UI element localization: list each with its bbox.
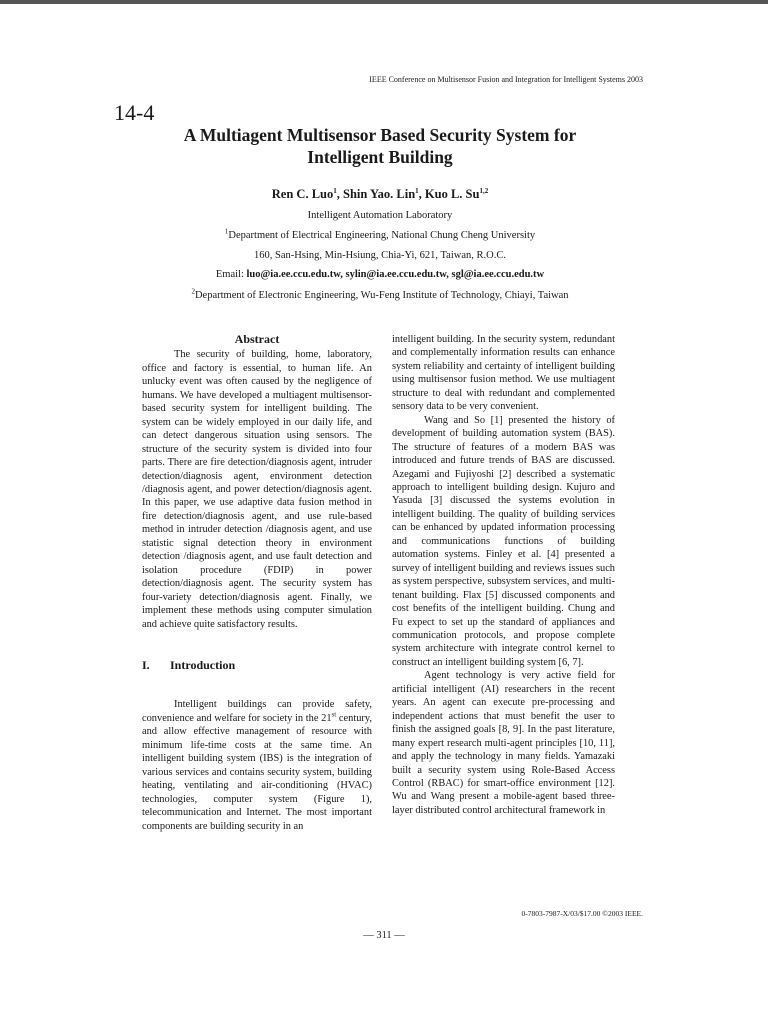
author-3-affiliation-mark: 1,2 xyxy=(479,186,489,195)
affiliation-lab: Intelligent Automation Laboratory xyxy=(307,210,453,221)
right-paragraph-3: Agent technology is very active field for artificial intelligent (AI) researchers in the recent years. An agent can execute pre-processing and independent actions that must benefit the user to finish the assigned goals [8, 9]. In the past literature, many expert research multi-agent principles [10, 11], and apply the technology in many fields. Yamazaki built a security system using Role-Based Access Control (RBAC) for smart-office environment [12]. Wu and Wang present a mobile-agent based three-layer distributed control architectural framework in xyxy=(392,670,615,816)
author-separator: , xyxy=(336,187,343,201)
intro-ordinal-suffix: st xyxy=(331,710,337,719)
section-title: Introduction xyxy=(170,657,236,672)
title-line-2: Intelligent Building xyxy=(307,147,453,167)
affiliation-1-mark: 1 xyxy=(224,227,229,236)
email-addresses: luo@ia.ee.ccu.edu.tw, sylin@ia.ee.ccu.edu.tw, sgl@ia.ee.ccu.edu.tw xyxy=(246,269,545,280)
intro-text-part-2: century, and allow effective management of resource with minimum life-time costs at the same time. An intelligent building system (IBS) is the integration of various services and contains security system, building heating, ventilating and air-conditioning (HVAC) technologies, computer system (Figure 1), telecommunication and Internet. The most important components are building security in an xyxy=(142,712,372,832)
affiliation-department-1 xyxy=(100,227,660,241)
left-column xyxy=(142,333,372,833)
conference-header: IEEE Conference on Multisensor Fusion and Integration for Intelligent Systems 2003 xyxy=(369,75,643,84)
author-1: Ren C. Luo xyxy=(271,187,334,201)
affiliation-email xyxy=(100,269,660,280)
author-2: Shin Yao. Lin xyxy=(343,187,416,201)
author-2-affiliation-mark: 1 xyxy=(415,186,419,195)
page-number: — 311 — xyxy=(363,930,405,941)
copyright-notice: 0-7803-7987-X/03/$17.00 ©2003 IEEE. xyxy=(521,909,643,918)
affiliation-1-text: Department of Electrical Engineering, National Chung Cheng University xyxy=(228,230,536,241)
author-list xyxy=(120,187,640,202)
paper-title xyxy=(120,124,640,168)
session-number: 14-4 xyxy=(114,100,155,125)
abstract-heading: Abstract xyxy=(234,332,280,346)
title-line-1: A Multiagent Multisensor Based Security System for xyxy=(183,125,577,145)
affiliation-2-mark: 2 xyxy=(191,287,195,296)
email-label: Email: xyxy=(215,269,247,280)
right-column xyxy=(392,333,615,817)
affiliation-address: 160, San-Hsing, Min-Hsiung, Chia-Yi, 621, Taiwan, R.O.C. xyxy=(254,250,506,261)
intro-text-part-1: Intelligent buildings can provide safety, convenience and welfare for society in the 21 xyxy=(142,699,372,724)
section-heading-introduction xyxy=(142,659,372,672)
abstract-body: The security of building, home, laboratory, office and factory is essential, to human life. An unlucky event was often caused by the negligence of humans. We have developed a multiagent multisensor-based security system for intelligent building. The system can be widely employed in our daily life, and can detect dangerous situation using sensors. The structure of the security system is divided into four parts. There are fire detection/diagnosis agent, intruder detection/diagnosis agent, environment detection /diagnosis agent, and power detection/diagnosis agent. In this paper, we use adaptive data fusion method in fire detection/diagnosis agent, and use rule-based method in intruder detection /diagnosis agent, and use statistic signal detection theory in environment detection /diagnosis agent, and use fault detection and isolation procedure (FDIP) in power detection/diagnosis agent. The security system has four-variety detection/diagnosis agent. Finally, we implement these methods using computer simulation and achieve quite satisfactory results. xyxy=(142,349,372,630)
author-separator: , xyxy=(418,187,425,201)
author-1-affiliation-mark: 1 xyxy=(333,186,337,195)
section-number: I. xyxy=(142,657,150,672)
author-3: Kuo L. Su xyxy=(424,187,480,201)
right-paragraph-2: Wang and So [1] presented the history of development of building automation system (BAS). The structure of features of a modern BAS was introduced and future trends of BAS are discussed. Azegami and Fujiyoshi [2] described a systematic approach to intelligent building design. Kujuro and Yasuda [3] discussed the systems evolution in intelligent building. The quality of building services can be enhanced by updated information processing and communications functions of building automation systems. Finley et al. [4] presented a survey of intelligent building and reviews issues such as system perspective, subsystem services, and multi-tenant building. Flax [5] discussed components and cost benefits of the intelligent building. Chung and Fu expect to set up the standard of appliances and communication protocols, and propose complete system architecture with integrate control kernel to construct an intelligent building system [6, 7]. xyxy=(392,414,615,668)
right-paragraph-1: intelligent building. In the security system, redundant and complementally information results can enhance system reliability and certainty of intelligent building using multisensor fusion method. We use multiagent structure to deal with redundant and complemented sensory data to be very convenient. xyxy=(392,334,615,413)
introduction-paragraph-1 xyxy=(142,698,372,833)
affiliation-2-text: Department of Electronic Engineering, Wu-Feng Institute of Technology, Chiayi, Taiwan xyxy=(194,290,569,301)
affiliation-department-2 xyxy=(100,287,660,301)
